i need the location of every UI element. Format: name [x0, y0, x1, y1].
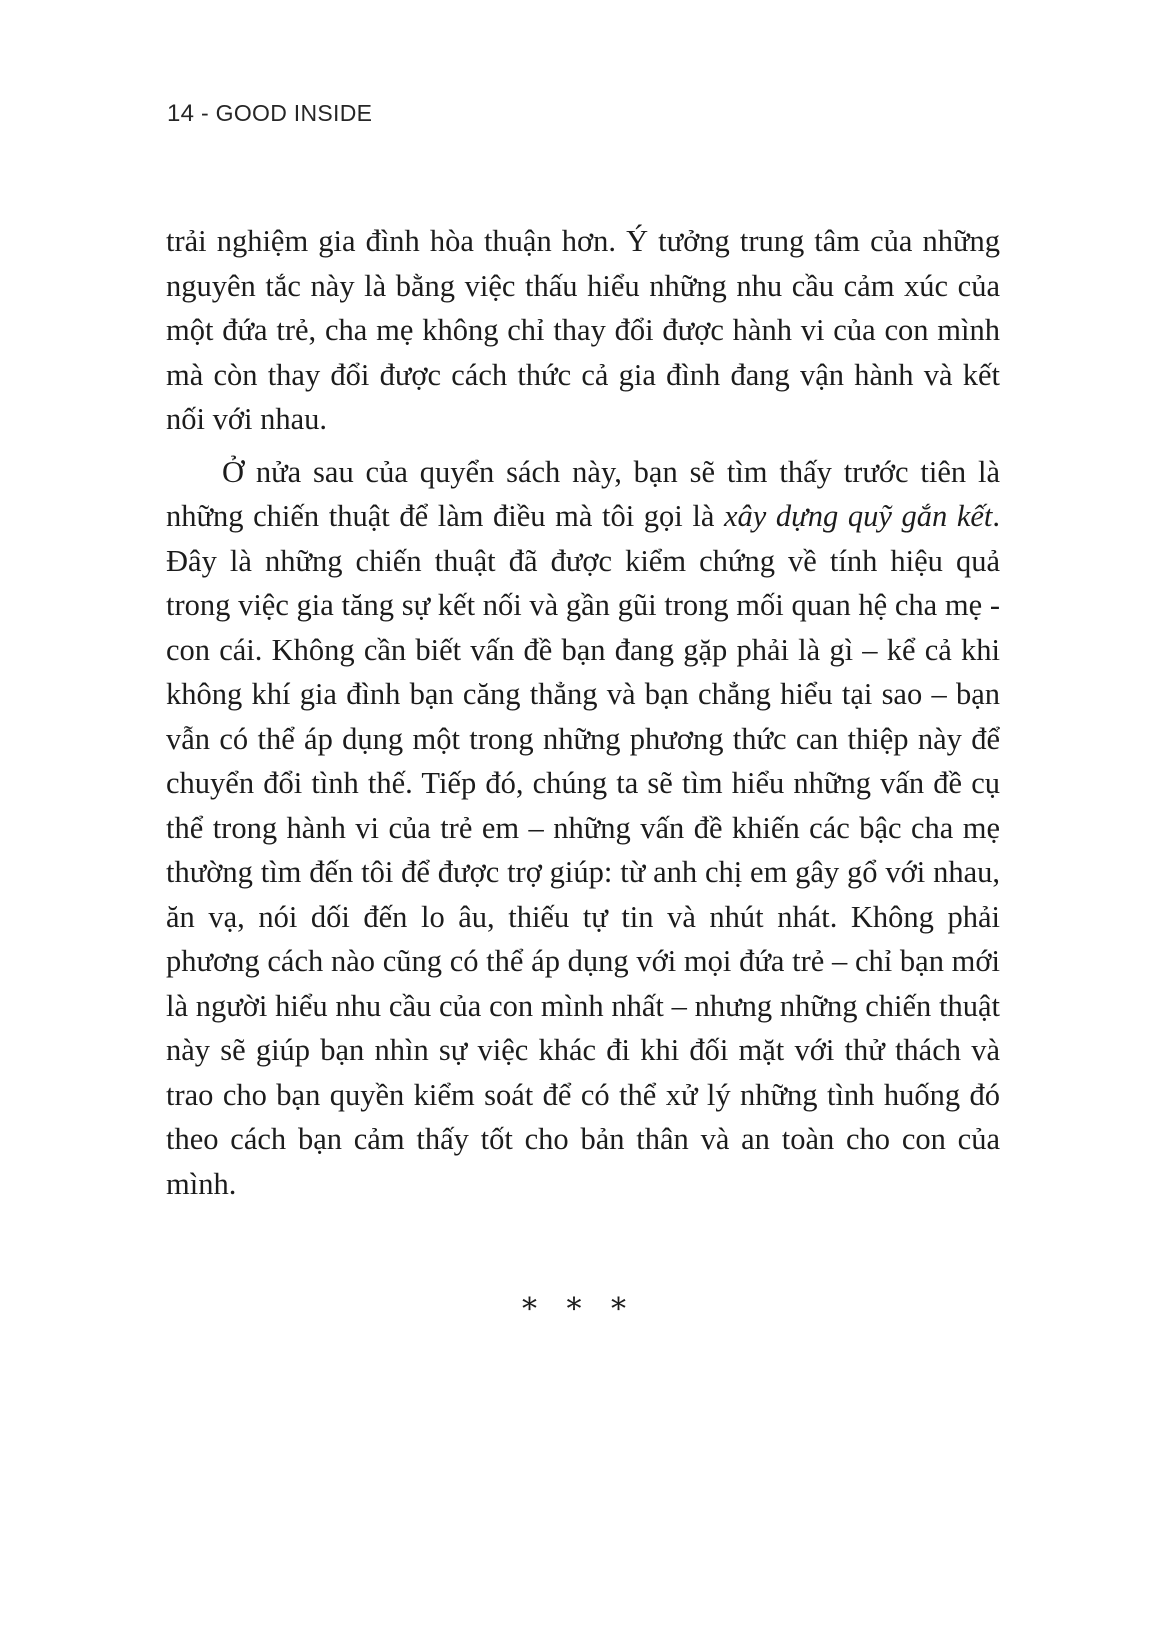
page-number: 14	[167, 100, 195, 127]
header-separator: -	[194, 100, 216, 126]
paragraph-2	[166, 450, 1000, 1207]
emphasis-term: xây dựng quỹ gắn kết	[723, 499, 993, 533]
paragraph-1: trải nghiệm gia đình hòa thuận hơn. Ý tưởng trung tâm của những nguyên tắc này là bằng việc thấu hiểu những nhu cầu cảm xúc của một đứa trẻ, cha mẹ không chỉ thay đổi được hành vi của con mình mà còn thay đổi được cách thức cả gia đình đang vận hành và kết nối với nhau.	[166, 224, 1000, 436]
paragraph-2-text-before: Ở nửa sau của quyển sách này, bạn sẽ tìm thấy trước tiên là những chiến thuật để làm điều mà tôi gọi là	[166, 454, 1000, 533]
section-break-asterisks: * * *	[521, 1292, 637, 1327]
book-title: GOOD INSIDE	[215, 100, 373, 126]
running-header	[167, 100, 372, 128]
page-body	[166, 219, 1000, 1206]
paragraph-2-text-after: . Đây là những chiến thuật đã được kiểm chứng về tính hiệu quả trong việc gia tăng sự kết nối và gần gũi trong mối quan hệ cha mẹ - con cái. Không cần biết vấn đề bạn đang gặp phải là gì – kể cả khi không khí gia đình bạn căng thẳng và bạn chẳng hiểu tại sao – bạn vẫn có thể áp dụng một trong những phương thức can thiệp này để chuyển đổi tình thế. Tiếp đó, chúng ta sẽ tìm hiểu những vấn đề cụ thể trong hành vi của trẻ em – những vấn đề khiến các bậc cha mẹ thường tìm đến tôi để được trợ giúp: từ anh chị em gây gổ với nhau, ăn vạ, nói dối đến lo âu, thiếu tự tin và nhút nhát. Không phải phương cách nào cũng có thể áp dụng với mọi đứa trẻ – chỉ bạn mới là người hiểu nhu cầu của con mình nhất – nhưng những chiến thuật này sẽ giúp bạn nhìn sự việc khác đi khi đối mặt với thử thách và trao cho bạn quyền kiểm soát để có thể xử lý những tình huống đó theo cách bạn cảm thấy tốt cho bản thân và an toàn cho con của mình.	[166, 499, 1001, 1201]
